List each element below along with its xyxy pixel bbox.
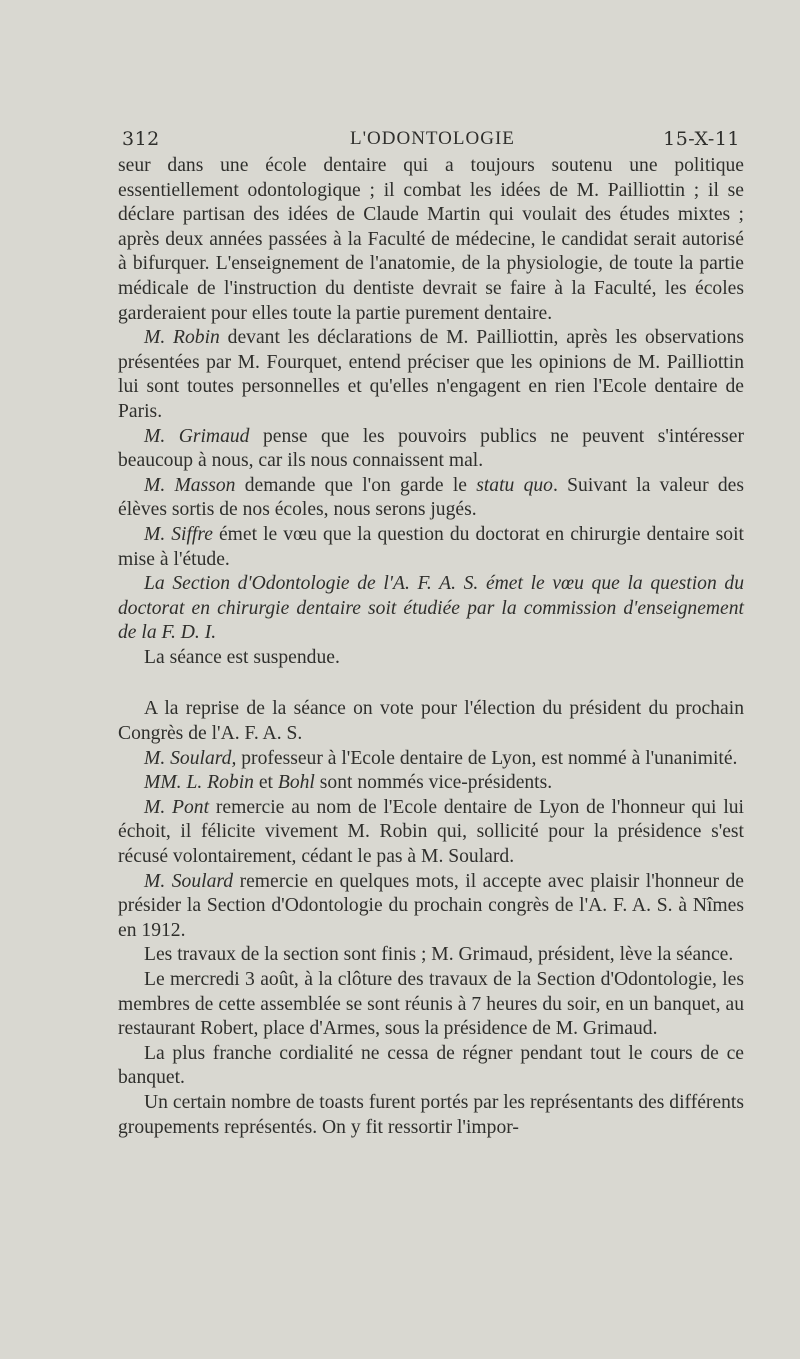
italic-text: M. Masson: [144, 474, 236, 496]
paragraph: [118, 796, 744, 870]
text-run: devant les déclarations de M. Pailliottin, après les observations présentées par M. Fourquet, entend préciser que les opinions de M. Pailliottin lui sont toutes personnelles et qu'elles n'engagent en rien l'Ecole dentaire de Paris.: [118, 327, 745, 422]
italic-text: M. Robin: [144, 327, 220, 349]
paragraph: [118, 326, 744, 424]
text-run: A la reprise de la séance on vote pour l'élection du président du prochain Congrès de l'A. F. A. S.: [118, 698, 744, 745]
paragraph: [118, 425, 744, 474]
italic-text: M. Soulard,: [144, 747, 237, 769]
italic-text: statu quo: [476, 474, 553, 496]
paragraph: [118, 943, 744, 968]
text-run: Le mercredi 3 août, à la clôture des travaux de la Section d'Odontologie, les membres de cette assemblée se sont réunis à 7 heures du soir, en un banquet, au restaurant Robert, place d'Armes, sous la présidence de M. Grimaud.: [118, 969, 744, 1040]
text-run: La plus franche cordialité ne cessa de régner pendant tout le cours de ce banquet.: [118, 1042, 744, 1089]
paragraph: [118, 697, 744, 746]
paragraph-gap: [118, 670, 744, 697]
journal-title: L'ODONTOLOGIE: [350, 128, 515, 149]
italic-text: M. Soulard: [144, 870, 234, 892]
running-header: [122, 128, 740, 154]
text-run: professeur à l'Ecole dentaire de Lyon, est nommé à l'unanimité.: [236, 747, 738, 769]
italic-text: MM. L. Robin: [144, 772, 254, 794]
italic-text: M. Siffre: [144, 523, 213, 545]
text-run: . Suivant la valeur des élèves sortis de nos écoles, nous serons jugés.: [118, 474, 744, 521]
paragraph: [118, 747, 744, 772]
article-body: [118, 154, 744, 1140]
text-run: demande que l'on garde le: [235, 474, 477, 496]
paragraph: [118, 154, 744, 326]
italic-text: M. Grimaud: [144, 425, 250, 447]
italic-text: La Section d'Odontologie de l'A. F. A. S. émet le vœu que la question du doctorat en chirurgie dentaire soit étudiée par la commission d'enseignement de la F. D. I.: [118, 573, 744, 644]
paragraph: [118, 523, 744, 572]
text-run: remercie en quelques mots, il accepte avec plaisir l'honneur de présider la Section d'Odontologie du prochain congrès de l'A. F. A. S. à Nîmes en 1912.: [118, 870, 744, 941]
text-run: seur dans une école dentaire qui a toujours soutenu une politique essentiellement odontologique ; il combat les idées de M. Pailliottin ; il se déclare partisan des idées de Claude Martin qui voulait des études mixtes ; après deux années passées à la Faculté de médecine, le candidat serait autorisé à bifurquer. L'enseignement de l'anatomie, de la physiologie, de toute la partie médicale de l'instruction du dentiste devrait se faire à la Faculté, les écoles garderaient pour elles toute la partie purement dentaire.: [118, 155, 744, 324]
italic-text: Bohl: [277, 772, 315, 794]
text-run: remercie au nom de l'Ecole dentaire de Lyon de l'honneur qui lui échoit, il félicite vivement M. Robin qui, sollicité pour la présidence s'est récusé volontairement, cédant le pas à M. Soulard.: [118, 796, 745, 868]
page-number: 312: [122, 128, 160, 150]
paragraph: [118, 572, 744, 646]
paragraph: [118, 870, 744, 944]
paragraph: [118, 1042, 744, 1091]
text-run: et: [253, 772, 278, 794]
text-run: La séance est suspendue.: [144, 646, 340, 668]
issue-date: 15-X-11: [663, 128, 740, 150]
text-run: sont nommés vice-présidents.: [314, 772, 553, 794]
text-run: Un certain nombre de toasts furent portés par les représentants des différents groupements représentés. On y fit ressortir l'impor-: [118, 1091, 744, 1138]
text-run: pense que les pouvoirs publics ne peuvent s'intéresser beaucoup à nous, car ils nous connaissent mal.: [118, 425, 744, 472]
text-run: émet le vœu que la question du doctorat en chirurgie dentaire soit mise à l'étude.: [118, 523, 744, 570]
paragraph: [118, 1091, 744, 1140]
paragraph: [118, 646, 744, 671]
text-run: Les travaux de la section sont finis ; M. Grimaud, président, lève la séance.: [144, 944, 734, 966]
paragraph: [118, 771, 744, 796]
paragraph: [118, 474, 744, 523]
italic-text: M. Pont: [144, 796, 210, 818]
paragraph: [118, 968, 744, 1042]
